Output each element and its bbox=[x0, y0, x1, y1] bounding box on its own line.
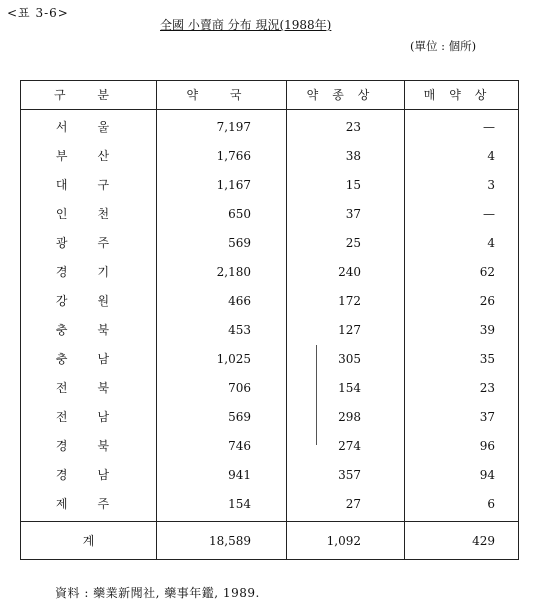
table-number-label: <표 3-6> bbox=[7, 6, 69, 20]
table-row bbox=[21, 345, 518, 373]
cell-medicine-seller: 4 bbox=[487, 236, 495, 250]
cell-region: 경북 bbox=[55, 439, 140, 453]
cell-drug-dealer: 37 bbox=[345, 207, 361, 221]
cell-pharmacy: 569 bbox=[228, 236, 251, 250]
cell-drug-dealer: 127 bbox=[338, 323, 361, 337]
cell-medicine-seller: 26 bbox=[479, 294, 495, 308]
table-header-row bbox=[21, 81, 518, 109]
cell-region: 강원 bbox=[55, 294, 140, 308]
cell-region: 경기 bbox=[55, 265, 140, 279]
total-label: 계 bbox=[82, 534, 95, 548]
table-row bbox=[21, 142, 518, 170]
cell-medicine-seller: — bbox=[483, 120, 495, 134]
header-medicine-seller: 매약상 bbox=[423, 88, 501, 102]
cell-pharmacy: 453 bbox=[228, 323, 251, 337]
cell-region: 인천 bbox=[55, 207, 140, 221]
table-row bbox=[21, 229, 518, 257]
total-row bbox=[21, 527, 518, 555]
cell-pharmacy: 154 bbox=[228, 497, 251, 511]
cell-medicine-seller: — bbox=[483, 207, 495, 221]
cell-medicine-seller: 94 bbox=[479, 468, 495, 482]
cell-region: 경남 bbox=[55, 468, 140, 482]
cell-medicine-seller: 37 bbox=[479, 410, 495, 424]
total-medicine-seller: 429 bbox=[472, 534, 495, 548]
header-divider bbox=[21, 109, 518, 110]
cell-medicine-seller: 96 bbox=[479, 439, 495, 453]
table-row bbox=[21, 490, 518, 518]
cell-pharmacy: 650 bbox=[228, 207, 251, 221]
cell-drug-dealer: 15 bbox=[345, 178, 361, 192]
table-row bbox=[21, 113, 518, 141]
cell-drug-dealer: 240 bbox=[338, 265, 361, 279]
header-pharmacy: 약 국 bbox=[186, 88, 256, 102]
cell-medicine-seller: 35 bbox=[479, 352, 495, 366]
cell-drug-dealer: 23 bbox=[345, 120, 361, 134]
total-divider bbox=[21, 521, 518, 522]
cell-region: 전북 bbox=[55, 381, 140, 395]
unit-note: (單位 : 個所) bbox=[410, 39, 477, 53]
cell-drug-dealer: 38 bbox=[345, 149, 361, 163]
cell-pharmacy: 746 bbox=[228, 439, 251, 453]
total-drug-dealer: 1,092 bbox=[326, 534, 361, 548]
table-row bbox=[21, 432, 518, 460]
cell-pharmacy: 2,180 bbox=[216, 265, 251, 279]
cell-region: 서울 bbox=[55, 120, 140, 134]
cell-medicine-seller: 39 bbox=[479, 323, 495, 337]
cell-region: 충남 bbox=[55, 352, 140, 366]
data-table bbox=[20, 80, 519, 560]
cell-medicine-seller: 62 bbox=[479, 265, 495, 279]
table-title: 全國 小賣商 分布 現況(1988年) bbox=[160, 18, 332, 32]
cell-region: 대구 bbox=[55, 178, 140, 192]
cell-pharmacy: 706 bbox=[228, 381, 251, 395]
cell-pharmacy: 941 bbox=[228, 468, 251, 482]
total-pharmacy: 18,589 bbox=[209, 534, 251, 548]
table-row bbox=[21, 461, 518, 489]
cell-drug-dealer: 274 bbox=[338, 439, 361, 453]
table-row bbox=[21, 171, 518, 199]
source-note: 資料 : 藥業新聞社, 藥事年鑑, 1989. bbox=[55, 586, 260, 600]
cell-drug-dealer: 357 bbox=[338, 468, 361, 482]
cell-pharmacy: 1,167 bbox=[216, 178, 251, 192]
cell-medicine-seller: 3 bbox=[487, 178, 495, 192]
cell-drug-dealer: 25 bbox=[345, 236, 361, 250]
cell-pharmacy: 466 bbox=[228, 294, 251, 308]
cell-region: 부산 bbox=[55, 149, 140, 163]
cell-drug-dealer: 172 bbox=[338, 294, 361, 308]
table-row bbox=[21, 316, 518, 344]
cell-region: 광주 bbox=[55, 236, 140, 250]
cell-drug-dealer: 305 bbox=[338, 352, 361, 366]
cell-pharmacy: 1,766 bbox=[216, 149, 251, 163]
table-row bbox=[21, 258, 518, 286]
cell-drug-dealer: 298 bbox=[338, 410, 361, 424]
cell-pharmacy: 1,025 bbox=[216, 352, 251, 366]
table-row bbox=[21, 200, 518, 228]
cell-region: 충북 bbox=[55, 323, 140, 337]
cell-medicine-seller: 23 bbox=[479, 381, 495, 395]
cell-pharmacy: 569 bbox=[228, 410, 251, 424]
cell-region: 전남 bbox=[55, 410, 140, 424]
table-row bbox=[21, 374, 518, 402]
cell-region: 제주 bbox=[55, 497, 140, 511]
cell-medicine-seller: 6 bbox=[487, 497, 495, 511]
cell-medicine-seller: 4 bbox=[487, 149, 495, 163]
header-drug-dealer: 약종상 bbox=[306, 88, 384, 102]
cell-drug-dealer: 27 bbox=[345, 497, 361, 511]
scan-artifact-line bbox=[316, 345, 317, 445]
table-row bbox=[21, 287, 518, 315]
table-row bbox=[21, 403, 518, 431]
cell-pharmacy: 7,197 bbox=[216, 120, 251, 134]
cell-drug-dealer: 154 bbox=[338, 381, 361, 395]
header-region: 구 분 bbox=[54, 88, 123, 102]
